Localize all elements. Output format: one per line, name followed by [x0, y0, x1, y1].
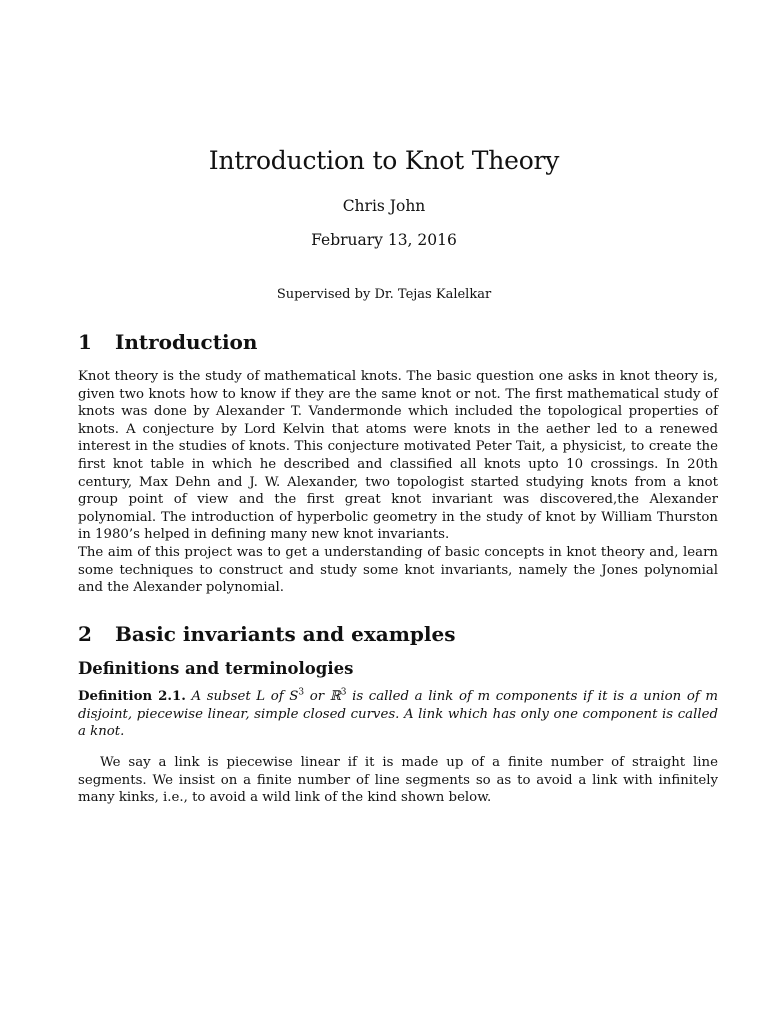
section-2-number: 2: [78, 622, 92, 646]
definition-text-3: is called a link of m components if it is a union of m disjoint, piecewise linear, simple closed curves. A link which has only one component is called a knot.: [78, 689, 718, 740]
section-2-title: Basic invariants and examples: [115, 622, 456, 646]
definition-label: Definition 2.1.: [78, 689, 186, 704]
document-date: February 13, 2016: [311, 231, 457, 249]
section-1-title: Introduction: [115, 330, 258, 354]
section-2-body: [78, 754, 718, 807]
section-1-number: 1: [78, 330, 92, 354]
section-2-heading: [78, 622, 455, 646]
definition-sup-2: 3: [340, 687, 347, 698]
definition-text-1: A subset L of S: [191, 689, 299, 704]
section-1-paragraph-2: The aim of this project was to get a understanding of basic concepts in knot theory and, learn some techniques to construct and study some knot invariants, namely the Jones polynomial and the Alexander polynomial.: [78, 544, 718, 596]
definition-sup-1: 3: [298, 687, 305, 698]
definition-2-1: [78, 688, 718, 741]
document-title: Introduction to Knot Theory: [208, 146, 560, 175]
section-1-heading: [78, 330, 257, 354]
section-1-paragraph-1: Knot theory is the study of mathematical knots. The basic question one asks in knot theory is, given two knots how to know if they are the same knot or not. The first mathematical study of knots was done by Alexander T. Vandermonde which included the topological properties of knots. A conjecture by Lord Kelvin that atoms were knots in the aether led to a renewed interest in the studies of knots. This conjecture motivated Peter Tait, a physicist, to create the first knot table in which he described and classified all knots upto 10 crossings. In 20th century, Max Dehn and J. W. Alexander, two topologist started studying knots from a knot group point of view and the first great knot invariant was discovered,the Alexander polynomial. The introduction of hyperbolic geometry in the study of knot by William Thurston in 1980’s helped in defining many new knot invariants.: [78, 369, 718, 543]
supervisor-line: Supervised by Dr. Tejas Kalelkar: [276, 287, 492, 302]
definition-block: [78, 688, 718, 741]
definition-text-2: or ℝ: [304, 689, 341, 704]
author-name: Chris John: [342, 197, 426, 215]
section-1-body: [78, 368, 718, 597]
section-2-paragraph: We say a link is piecewise linear if it is made up of a finite number of straight line segments. We insist on a finite number of line segments so as to avoid a link with infinitely many kinks, i.e., to avoid a wild link of the kind shown below.: [78, 755, 718, 806]
subsection-heading: Definitions and terminologies: [78, 659, 354, 678]
